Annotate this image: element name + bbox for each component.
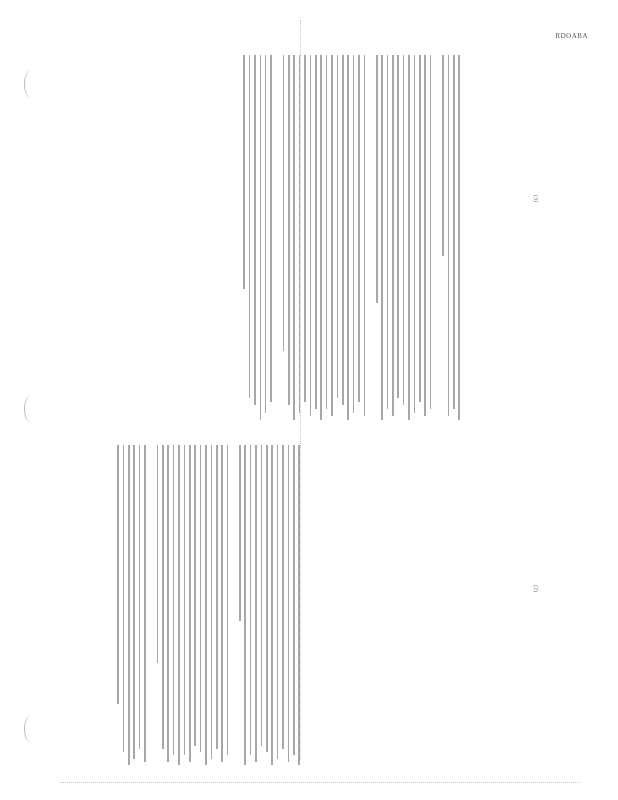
right-page-number: (3) <box>532 195 538 202</box>
paragraph-gap <box>146 445 153 765</box>
text-line <box>157 445 159 663</box>
text-line <box>216 445 218 749</box>
text-line <box>419 55 421 402</box>
text-line <box>288 55 290 405</box>
text-line <box>304 55 306 402</box>
text-line <box>189 445 191 762</box>
text-line <box>265 55 267 413</box>
text-line <box>254 55 256 405</box>
text-line <box>331 55 333 416</box>
text-line <box>162 445 164 749</box>
document-stamp: RDOABA <box>555 32 588 40</box>
text-line <box>387 55 389 409</box>
text-line <box>277 445 279 759</box>
text-line <box>205 445 207 765</box>
text-line <box>364 55 366 416</box>
punch-hole-middle <box>24 395 39 423</box>
text-line <box>221 445 223 762</box>
text-line <box>211 445 213 759</box>
text-line <box>414 55 416 413</box>
text-line <box>270 55 272 402</box>
text-line <box>293 55 295 420</box>
text-line <box>123 445 125 752</box>
right-page-text <box>100 55 460 420</box>
text-line <box>282 445 284 749</box>
text-line <box>243 55 245 289</box>
text-line <box>358 55 360 402</box>
text-line <box>299 55 301 413</box>
text-line <box>255 445 257 762</box>
text-line <box>173 445 175 755</box>
text-line <box>239 445 241 621</box>
text-line <box>408 55 410 420</box>
text-line <box>424 55 426 416</box>
text-line <box>261 445 263 746</box>
text-line <box>403 55 405 405</box>
text-line <box>448 55 450 416</box>
text-line <box>337 55 339 398</box>
paragraph-gap <box>228 445 235 765</box>
text-line <box>288 445 290 762</box>
text-line <box>260 55 262 420</box>
text-line <box>117 445 119 704</box>
text-line <box>245 445 247 765</box>
text-line <box>128 445 130 765</box>
text-line <box>249 55 251 398</box>
text-line <box>392 55 394 416</box>
text-line <box>298 445 300 765</box>
text-line <box>326 55 328 409</box>
text-line <box>315 55 317 409</box>
text-line <box>398 55 400 398</box>
text-line <box>200 445 202 752</box>
text-line <box>310 55 312 416</box>
text-line <box>320 55 322 420</box>
text-line <box>430 55 432 409</box>
left-page-number: (2) <box>532 585 538 592</box>
paragraph-gap <box>365 55 372 420</box>
text-line <box>194 445 196 746</box>
text-line <box>144 445 146 762</box>
text-line <box>376 55 378 303</box>
text-line <box>178 445 180 765</box>
text-line <box>167 445 169 762</box>
text-line <box>266 445 268 752</box>
text-line <box>227 445 229 755</box>
text-line <box>347 55 349 420</box>
text-line <box>133 445 135 759</box>
paragraph-gap <box>431 55 438 420</box>
text-line <box>293 445 295 755</box>
text-line <box>283 55 285 351</box>
paragraph-gap <box>233 55 240 420</box>
punch-hole-bottom <box>24 715 39 743</box>
paragraph-gap <box>272 55 279 420</box>
text-line <box>458 55 460 420</box>
text-line <box>381 55 383 420</box>
text-line <box>184 445 186 755</box>
footer-dotted-rule <box>60 782 580 783</box>
text-line <box>442 55 444 256</box>
text-line <box>342 55 344 405</box>
text-line <box>139 445 141 749</box>
text-line <box>453 55 455 409</box>
text-line <box>271 445 273 765</box>
left-page-text <box>80 445 300 765</box>
text-line <box>353 55 355 413</box>
punch-hole-top <box>24 70 39 98</box>
paragraph-gap <box>107 445 114 765</box>
text-line <box>250 445 252 755</box>
